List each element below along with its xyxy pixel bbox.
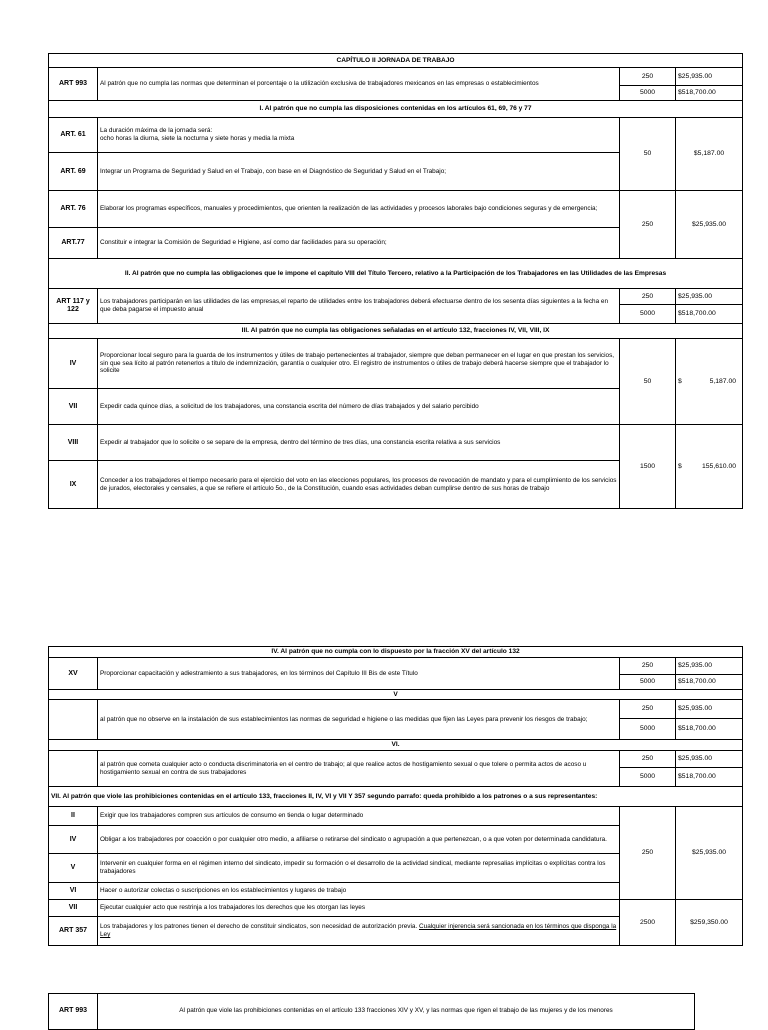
article-label: ART 117 y 122 bbox=[49, 289, 98, 324]
max-amount: $518,700.00 bbox=[676, 86, 743, 101]
article-label: ART. 76 bbox=[49, 191, 98, 228]
amount-value: 155,610.00 bbox=[702, 462, 737, 470]
fine-amount: $259,350.00 bbox=[676, 900, 743, 946]
empty-cell bbox=[49, 751, 98, 787]
max-amount: $518,700.00 bbox=[676, 768, 743, 787]
fraction-label: V bbox=[49, 854, 98, 883]
fraction-label: IX bbox=[49, 461, 98, 509]
fine-amount: $5,187.00 bbox=[676, 118, 743, 191]
max-amount: $518,700.00 bbox=[676, 719, 743, 740]
max-uma: 5000 bbox=[620, 86, 676, 101]
fine-uma: 250 bbox=[620, 807, 676, 900]
article-description: Los trabajadores participarán en las utilidades de las empresas,el reparto de utilidades entre los trabajadores deberá efectuarse dentro de los sesenta días siguientes a la fecha en que deba pagarse el impuesto anual bbox=[98, 289, 620, 324]
min-uma: 250 bbox=[620, 289, 676, 305]
fraction-description: Proporcionar local seguro para la guarda de los instrumentos y útiles de trabajo pertenecientes al trabajador, siempre que deban permanecer en el lugar en que prestan los servicios, sin que sea lícito al patrón retenerlos a título de indemnización, garantía o cualquier otro. El registro de instrumentos o útiles de trabajo deberá hacerse siempre que el trabajador lo solicite bbox=[98, 339, 620, 389]
min-uma: 250 bbox=[620, 68, 676, 86]
description-underlined-text: Cualquier injerencia será sancionada en los términos que disponga la Ley bbox=[100, 923, 617, 938]
fraction-description: Obligar a los trabajadores por coacción o por cualquier otro medio, a afiliarse o retirarse del sindicato o agrupación a que pertenezcan, o a que voten por determinada candidatura. bbox=[98, 826, 620, 854]
fraction-label: VII bbox=[49, 389, 98, 425]
article-description: Elaborar los programas específicos, manuales y procedimientos, que orienten la realización de las actividades y procesos laborales bajo condiciones seguras y de emergencia; bbox=[98, 191, 620, 228]
fine-uma: 50 bbox=[620, 339, 676, 425]
fine-uma: 1500 bbox=[620, 425, 676, 509]
description-line: ocho horas la diurna, siete la nocturna y siete horas y media la mixta bbox=[100, 135, 295, 142]
min-amount: $25,935.00 bbox=[676, 700, 743, 719]
empty-cell bbox=[49, 700, 98, 740]
section-vii-title: VII. Al patrón que viole las prohibiciones contenidas en el artículo 133, fracciones II, IV, VI y VII Y 357 segundo parrafo: queda prohibido a los patrones o a sus representantes: bbox=[49, 787, 743, 807]
chapter-title: CAPÍTULO II JORNADA DE TRABAJO bbox=[49, 54, 743, 68]
fraction-description: Exigir que los trabajadores compren sus artículos de consumo en tienda o lugar determinado bbox=[98, 807, 620, 826]
fine-uma: 50 bbox=[620, 118, 676, 191]
article-description: Integrar un Programa de Seguridad y Salud en el Trabajo, con base en el Diagnóstico de Seguridad y Salud en el Trabajo; bbox=[98, 153, 620, 191]
currency-symbol: $ bbox=[678, 377, 682, 385]
max-uma: 5000 bbox=[620, 675, 676, 690]
min-amount: $25,935.00 bbox=[676, 289, 743, 305]
fraction-description: Proporcionar capacitación y adiestramiento a sus trabajadores, en los términos del Capítulo III Bis de este Título bbox=[98, 658, 620, 690]
max-uma: 5000 bbox=[620, 768, 676, 787]
fine-amount: $25,935.00 bbox=[676, 807, 743, 900]
fine-amount bbox=[676, 425, 743, 509]
fraction-label: XV bbox=[49, 658, 98, 690]
article-993-table bbox=[48, 993, 695, 1030]
article-description bbox=[98, 118, 620, 153]
article-label: ART 993 bbox=[49, 68, 98, 101]
min-amount: $25,935.00 bbox=[676, 658, 743, 675]
fine-amount: $25,935.00 bbox=[676, 191, 743, 259]
max-amount: $518,700.00 bbox=[676, 675, 743, 690]
section-description: al patrón que cometa cualquier acto o conducta discriminatoria en el centro de trabajo; al que realice actos de hostigamiento sexual o que tolere o permita actos de acoso u hostigamiento sexual en contra de sus trabajadores bbox=[98, 751, 620, 787]
fraction-description: Conceder a los trabajadores el tiempo necesario para el ejercicio del voto en las elecciones populares, los procesos de revocación de mandato y para el cumplimiento de los servicios de jurados, electorales y censales, a que se refiere el artículo 5o., de la Constitución, cuando esas actividades deban cumplirse dentro de sus horas de trabajo bbox=[98, 461, 620, 509]
min-uma: 250 bbox=[620, 751, 676, 768]
sanctions-table bbox=[48, 646, 743, 946]
article-label: ART.77 bbox=[49, 228, 98, 259]
amount-value: 5,187.00 bbox=[709, 377, 737, 385]
article-label: ART 357 bbox=[49, 917, 98, 946]
max-uma: 5000 bbox=[620, 719, 676, 740]
section-i-title: I. Al patrón que no cumpla las disposiciones contenidas en los artículos 61, 69, 76 y 77 bbox=[49, 101, 743, 118]
description-line: La duración máxima de la jornada será: bbox=[100, 127, 213, 135]
fraction-description: Intervenir en cualquier forma en el régimen interno del sindicato, impedir su formación o el desarrollo de la actividad sindical, mediante represalias implícitas o explícitas contra los trabajadores bbox=[98, 854, 620, 883]
section-iii-title: III. Al patrón que no cumpla las obligaciones señaladas en el artículo 132, fracciones IV, VII, VIII, IX bbox=[49, 324, 743, 339]
article-description: Al patrón que viole las prohibiciones contenidas en el artículo 133 fracciones XIV y XV, y las normas que rigen el trabajo de las mujeres y de los menores bbox=[98, 994, 695, 1030]
min-amount: $25,935.00 bbox=[676, 751, 743, 768]
section-vi-title: VI. bbox=[49, 740, 743, 751]
article-description: Al patrón que no cumpla las normas que determinan el porcentaje o la utilización exclusiva de trabajadores mexicanos en las empresas o establecimientos bbox=[98, 68, 620, 101]
fraction-label: IV bbox=[49, 826, 98, 854]
section-description: al patrón que no observe en la instalación de sus establecimientos las normas de seguridad e higiene o las medidas que fijen las Leyes para prevenir los riesgos de trabajo; bbox=[98, 700, 620, 740]
min-uma: 250 bbox=[620, 700, 676, 719]
article-description: Constituir e integrar la Comisión de Seguridad e Higiene, así como dar facilidades para su operación; bbox=[98, 228, 620, 259]
article-label: ART. 69 bbox=[49, 153, 98, 191]
fine-amount bbox=[676, 339, 743, 425]
max-uma: 5000 bbox=[620, 305, 676, 324]
fraction-label: VIII bbox=[49, 425, 98, 461]
article-description bbox=[98, 917, 620, 946]
section-v-title: V bbox=[49, 690, 743, 700]
article-label: ART. 61 bbox=[49, 118, 98, 153]
section-ii-title: II. Al patrón que no cumpla las obligaciones que le impone el capítulo VIII del Título Tercero, relativo a la Participación de los Trabajadores en las Utilidades de las Empresas bbox=[49, 259, 743, 289]
fraction-label: VII bbox=[49, 900, 98, 917]
min-uma: 250 bbox=[620, 658, 676, 675]
fine-uma: 2500 bbox=[620, 900, 676, 946]
description-text: Los trabajadores y los patrones tienen el derecho de constituir sindicatos, son necesidad de autorización previa. bbox=[100, 923, 418, 931]
fine-uma: 250 bbox=[620, 191, 676, 259]
section-iv-title: IV. Al patrón que no cumpla con lo dispuesto por la fracción XV del artículo 132 bbox=[49, 647, 743, 658]
article-label: ART 993 bbox=[49, 994, 98, 1030]
fraction-description: Ejecutar cualquier acto que restrinja a los trabajadores los derechos que les otorgan las leyes bbox=[98, 900, 620, 917]
fraction-label: VI bbox=[49, 883, 98, 900]
currency-symbol: $ bbox=[678, 462, 682, 470]
fraction-description: Hacer o autorizar colectas o suscripciones en los establecimientos y lugares de trabajo bbox=[98, 883, 620, 900]
fraction-description: Expedir cada quince días, a solicitud de los trabajadores, una constancia escrita del número de días trabajados y del salario percibido bbox=[98, 389, 620, 425]
chapter-ii-table bbox=[48, 53, 743, 509]
fraction-label: IV bbox=[49, 339, 98, 389]
max-amount: $518,700.00 bbox=[676, 305, 743, 324]
min-amount: $25,935.00 bbox=[676, 68, 743, 86]
fraction-description: Expedir al trabajador que lo solicite o se separe de la empresa, dentro del término de tres días, una constancia escrita relativa a sus servicios bbox=[98, 425, 620, 461]
fraction-label: II bbox=[49, 807, 98, 826]
